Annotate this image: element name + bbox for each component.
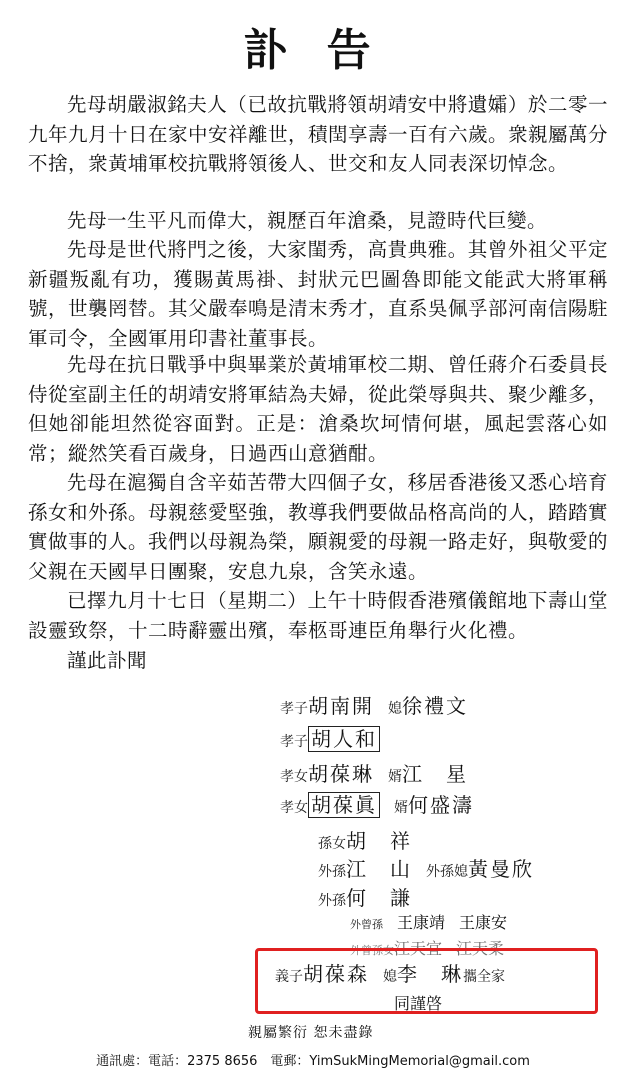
relation-label: 孝女: [280, 800, 308, 816]
mourner-name: 胡葆森: [303, 962, 369, 986]
mourner-name: 李 琳: [397, 962, 463, 986]
footer-note: 親屬繁衍 恕未盡錄: [248, 1025, 374, 1041]
relation-label: 外孫: [318, 893, 346, 909]
mourner-name: 王康安: [459, 913, 508, 932]
mourner-name: 胡葆琳: [308, 762, 374, 786]
mourner-name: 胡人和: [308, 726, 380, 752]
notice-title: 訃 告: [243, 25, 383, 76]
relation-label: 孫女: [318, 836, 346, 852]
relation-label: 義子: [275, 969, 303, 985]
mourner-name: 江 星: [402, 762, 468, 786]
mourner-name: 王康靖: [397, 913, 446, 932]
relation-label: 外曾孫: [350, 918, 383, 931]
paragraph-3: 先母是世代將門之後，大家閨秀，高貴典雅。其曾外祖父平定新疆叛亂有功，獲賜黃馬褂、封狀元巴圖魯即能文能武大將軍稱號，世襲罔替。其父嚴奉鳴是清末秀才，直系吳佩孚部河南信陽駐軍司令，全國軍用印書社董事長。: [28, 238, 609, 350]
relation-label: 孝子: [280, 701, 308, 717]
paragraph-6: 已擇九月十七日（星期二）上午十時假香港殯儀館地下壽山堂設靈致祭，十二時辭靈出殯，奉柩哥連臣角舉行火化禮。: [28, 589, 608, 642]
mourner-name: 胡 祥: [346, 829, 412, 853]
closing-line: 謹此訃聞: [67, 649, 148, 672]
paragraph-4: 先母在抗日戰爭中與畢業於黃埔軍校二期、曾任蔣介石委員長侍從室副主任的胡靖安將軍結為夫婦，從此榮辱與共、聚少離多，但她卻能坦然從容面對。正是：滄桑坎坷情何堪，風起雲落心如常；縱然笑看百歲身，日過西山意猶酣。: [28, 353, 609, 465]
relation-label: 外孫媳: [426, 864, 468, 880]
mourner-row: [318, 882, 412, 911]
paragraph-1: 先母胡嚴淑銘夫人（已故抗戰將領胡靖安中將遺孀）於二零一九年九月十日在家中安祥離世，積閏享壽一百有六歲。衆親屬萬分不捨，衆黃埔軍校抗戰將領後人、世交和友人同表深切悼念。: [28, 93, 609, 175]
relation-label: 媳: [388, 701, 402, 717]
relation-label: 婿: [388, 769, 402, 785]
mourner-name: 何 謙: [346, 886, 412, 910]
mourner-row: [280, 789, 474, 818]
relation-label: 外孫: [318, 864, 346, 880]
relation-label: 孝子: [280, 734, 308, 750]
mourner-row: [318, 825, 412, 854]
mourner-row: [280, 690, 468, 719]
relation-label: 孝女: [280, 769, 308, 785]
mourner-row: [275, 958, 505, 987]
paragraph-5: 先母在滬獨自含辛茹苦帶大四個子女，移居香港後又悉心培育孫女和外孫。母親慈愛堅強，教導我們要做品格高尚的人，踏踏實實做事的人。我們以母親為榮，願親愛的母親一路走好，與敬愛的父親在天國早日團聚，安息九泉，含笑永遠。: [28, 471, 609, 583]
mourner-row: [318, 853, 534, 882]
paragraph-2: 先母一生平凡而偉大，親歷百年滄桑，見證時代巨變。: [67, 209, 548, 232]
mourner-name: 胡南開: [308, 694, 374, 718]
mourner-name: 黃曼欣: [468, 857, 534, 881]
signoff: 同謹啓: [394, 994, 443, 1013]
contact-line: 通訊處：電話：2375 8656 電郵：YimSukMingMemorial@gmail.com: [96, 1054, 530, 1069]
mourner-row: [350, 910, 507, 933]
family-note: 攜全家: [463, 969, 505, 985]
mourner-name: 江天宜: [394, 939, 443, 958]
mourner-name: 江 山: [346, 857, 412, 881]
mourner-row: [280, 723, 380, 752]
mourner-name: 胡葆眞: [308, 792, 380, 818]
mourner-row: [350, 936, 505, 958]
relation-label: 外曾孫女: [350, 944, 394, 957]
mourner-name: 江天柔: [456, 939, 505, 958]
mourner-row: [280, 758, 468, 787]
mourner-name: 徐禮文: [402, 694, 468, 718]
relation-label: 婿: [394, 800, 408, 816]
mourner-name: 何盛濤: [408, 793, 474, 817]
relation-label: 媳: [383, 969, 397, 985]
